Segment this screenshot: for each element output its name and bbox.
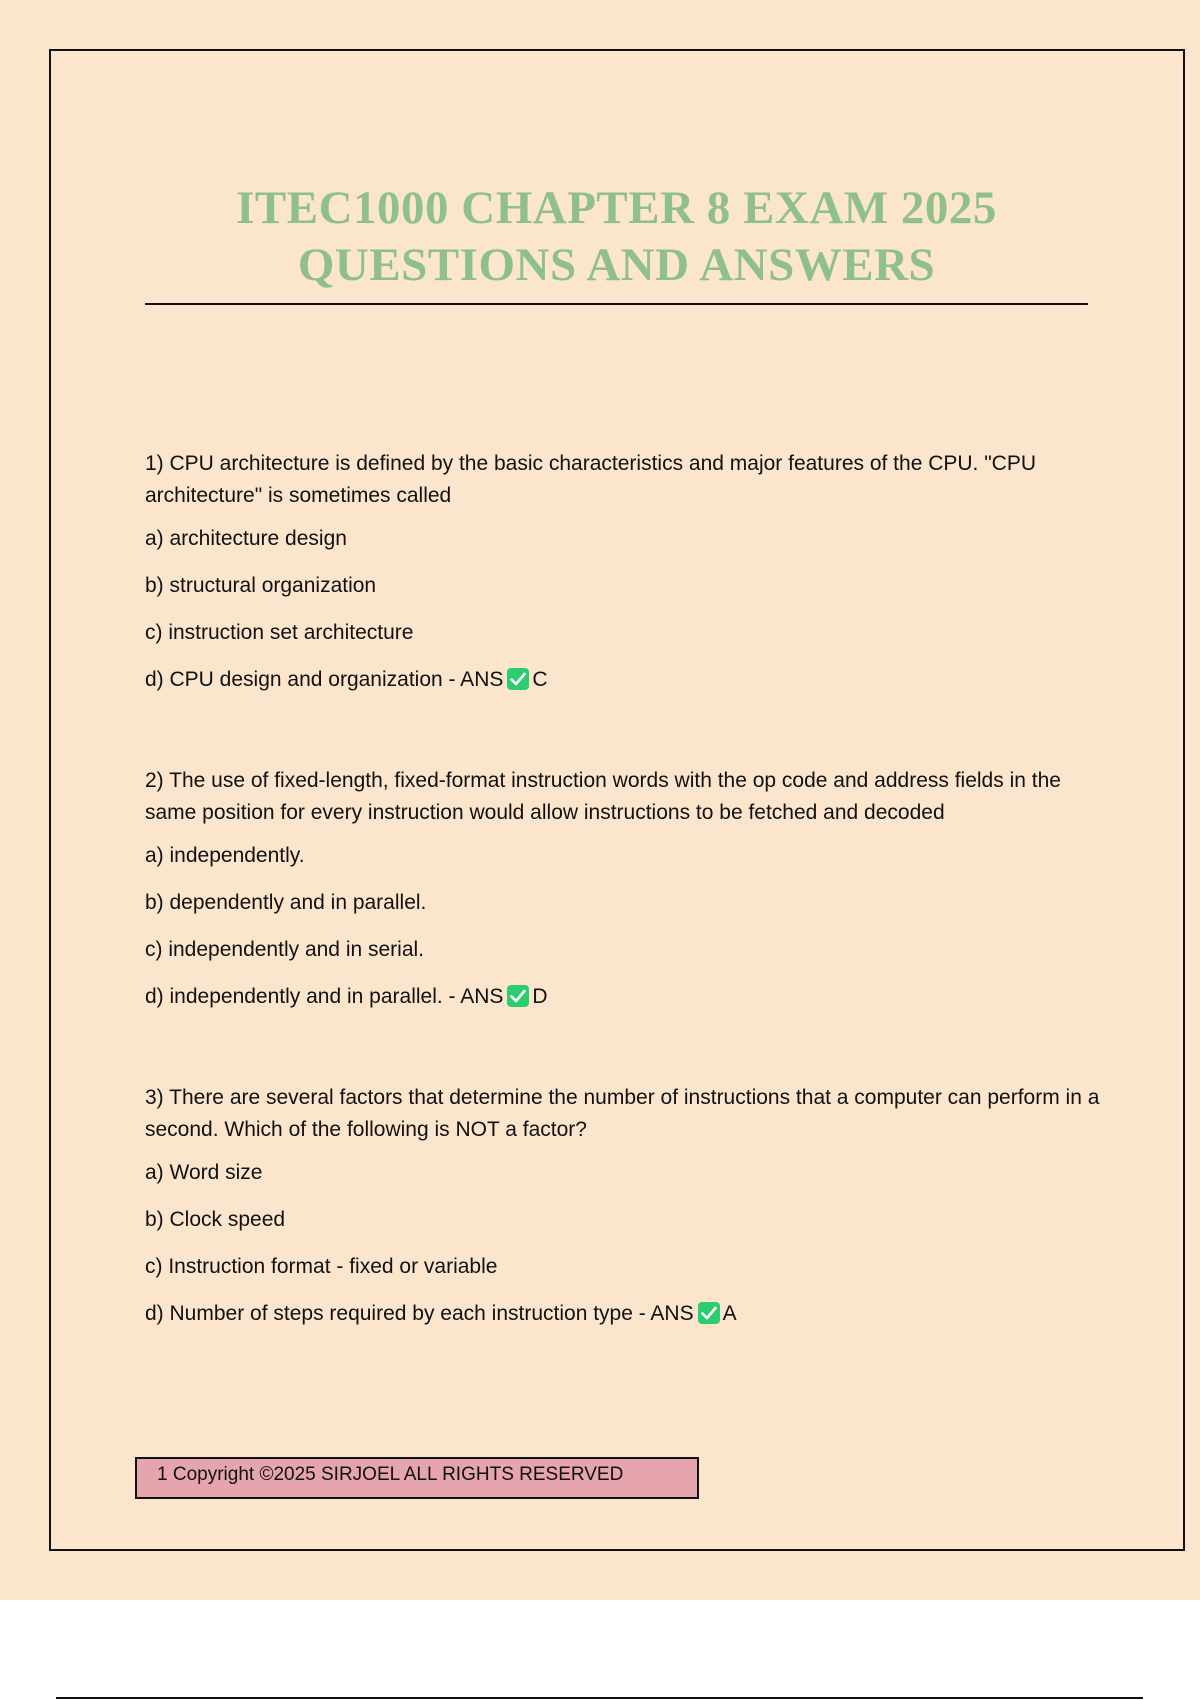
option-b: b) Clock speed [145,1208,286,1231]
answer-letter: D [532,985,548,1008]
option-d-text: d) CPU design and organization - ANS [145,668,504,691]
copyright-footer: 1 Copyright ©2025 SIRJOEL ALL RIGHTS RESERVED [135,1457,699,1499]
option-d [145,667,1105,693]
question-block-2 [145,765,1105,1010]
document-title [145,180,1088,294]
option-c: c) instruction set architecture [145,621,414,644]
question-text: 1) CPU architecture is defined by the basic characteristics and major features of the CPU. "CPU architecture" is sometimes called [145,452,1037,507]
option-d [145,984,1105,1010]
question-block-1 [145,448,1105,693]
question-text: 3) There are several factors that determine the number of instructions that a computer can perform in a second. Which of the following is NOT a factor? [145,1086,1100,1141]
option-d [145,1301,1105,1327]
option-a: a) architecture design [145,527,347,550]
option-c: c) Instruction format - fixed or variable [145,1255,498,1278]
question-text: 2) The use of fixed-length, fixed-format instruction words with the op code and address fields in the same position for every instruction would allow instructions to be fetched and decoded [145,769,1061,824]
question-list [145,448,1105,1348]
option-d-text: d) Number of steps required by each instruction type - ANS [145,1302,694,1325]
page-bottom-divider [56,1697,1143,1699]
option-c: c) independently and in serial. [145,938,425,961]
option-d-text: d) independently and in parallel. - ANS [145,985,504,1008]
title-line-2: QUESTIONS AND ANSWERS [297,239,936,291]
title-line-1: ITEC1000 CHAPTER 8 EXAM 2025 [236,182,997,234]
check-mark-icon [507,668,529,690]
title-divider [145,303,1088,305]
question-block-3 [145,1082,1105,1327]
option-a: a) independently. [145,844,305,867]
option-a: a) Word size [145,1161,263,1184]
answer-letter: C [532,668,548,691]
option-b: b) dependently and in parallel. [145,891,427,914]
check-mark-icon [507,985,529,1007]
answer-letter: A [722,1302,737,1325]
check-mark-icon [698,1302,720,1324]
option-b: b) structural organization [145,574,377,597]
